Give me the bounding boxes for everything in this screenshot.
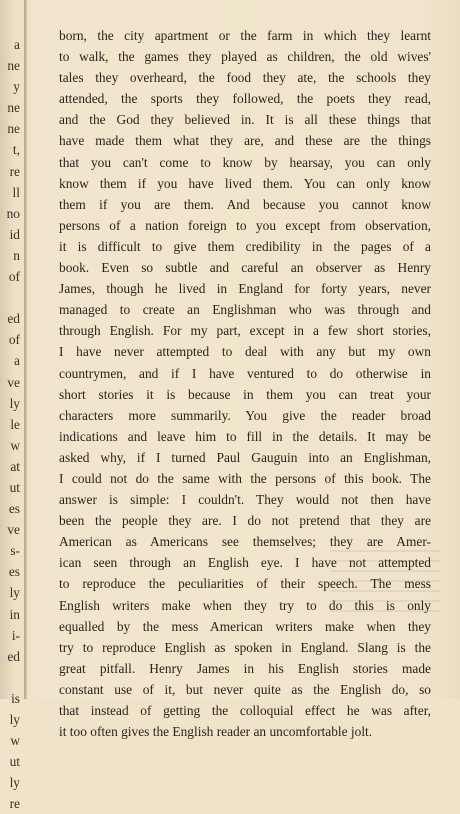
margin-fragment: ve [7,522,20,538]
margin-fragment: is [11,690,20,706]
margin-fragment: ne [7,58,20,74]
margin-fragment: s- [10,543,20,559]
text-line: ican seen through an English eye. I have not attempted [59,555,431,571]
text-line: I could not do the same with the persons of this book. The [59,470,431,486]
text-line: great pitfall. Henry James in his English stories made [59,660,431,676]
text-line: born, the city apartment or the farm in which they learnt [59,28,431,43]
text-line: characters more summarily. You give the reader broad [59,407,431,423]
margin-fragment: ed [7,648,20,664]
text-line: countrymen, and if I have ventured to do otherwise in [59,365,431,381]
book-gutter [24,0,27,699]
body-text [59,25,431,742]
margin-fragment: ly [9,712,20,727]
text-line: asked why, if I turned Paul Gauguin into an Englishman, [59,449,431,465]
text-line: that you can't come to know by hearsay, you can only [59,154,431,170]
margin-fragment: w [10,733,20,749]
text-line: I have never attempted to deal with any but my own [59,344,431,360]
margin-fragment: y [13,79,20,95]
text-line: and the God they believed in. It is all these things that [59,112,431,128]
margin-fragment: of [8,332,20,348]
margin-fragment: a [14,37,20,52]
margin-fragment: a [14,353,20,369]
text-line: to walk, the games they played as children, the old wives' [59,49,431,65]
text-line: them if you are them. And because you cannot know [59,196,431,212]
margin-fragment: le [10,416,20,432]
text-line: persons of a nation foreign to you except from observation, [59,217,431,233]
text-line: tales they overheard, the food they ate, the schools they [59,70,431,86]
margin-fragment: id [9,226,20,242]
text-line: have made them what they are, and these are the things [59,133,431,149]
margin-fragment: es [8,501,20,517]
margin-fragment: ne [7,121,20,137]
margin-fragment: ly [9,775,20,791]
margin-fragment: at [10,458,20,474]
margin-fragment: w [10,437,20,453]
text-line: equalled by the mess American writers make when they [59,618,431,634]
text-line: answer is simple: I couldn't. They would not then have [59,492,431,508]
margin-fragment: ne [7,100,20,116]
text-line: constant use of it, but never quite as the English do, so [59,681,431,697]
previous-page-margin [0,34,20,814]
margin-fragment: no [6,205,20,221]
text-line: indications and leave him to fill in the details. It may be [59,428,431,444]
margin-fragment: ed [7,311,20,327]
margin-fragment: es [8,564,20,580]
text-line: managed to create an Englishman who was through and [59,302,431,318]
margin-fragment: ly [9,585,20,601]
text-line: try to reproduce English as spoken in England. Slang is the [59,639,431,655]
margin-fragment: n [13,247,20,263]
margin-fragment: ll [12,184,20,200]
text-line: attended, the sports they followed, the poets they read, [59,91,431,107]
text-line: short stories it is because in them you can treat your [59,386,431,402]
margin-fragment: ve [7,374,20,390]
margin-fragment: re [9,163,20,179]
margin-fragment: i- [11,627,20,643]
text-line: know them if you have lived them. You can only know [59,175,431,191]
margin-fragment: t, [12,142,20,158]
margin-fragment: ut [9,479,20,495]
margin-fragment: re [9,796,20,812]
text-line: it too often gives the English reader an uncomfortable jolt. [59,724,373,740]
margin-fragment: ut [9,754,20,770]
text-line: English writers make when they try to do this is only [59,597,431,613]
text-line: James, though he lived in England for forty years, never [59,281,431,297]
text-line: that instead of getting the colloquial effect he was after, [59,703,431,718]
text-line: to reproduce the peculiarities of their speech. The mess [59,576,431,592]
margin-fragment: of [8,269,20,285]
text-line: American as Americans see themselves; they are Amer- [59,534,431,550]
text-line: been the people they are. I do not pretend that they are [59,513,431,529]
text-line: through English. For my part, except in a few short stories, [59,323,431,339]
margin-fragment: in [9,606,20,622]
margin-fragment: ly [9,395,20,411]
text-line: it is difficult to give them credibility in the pages of a [59,238,431,254]
text-line: book. Even so subtle and careful an observer as Henry [59,260,431,276]
